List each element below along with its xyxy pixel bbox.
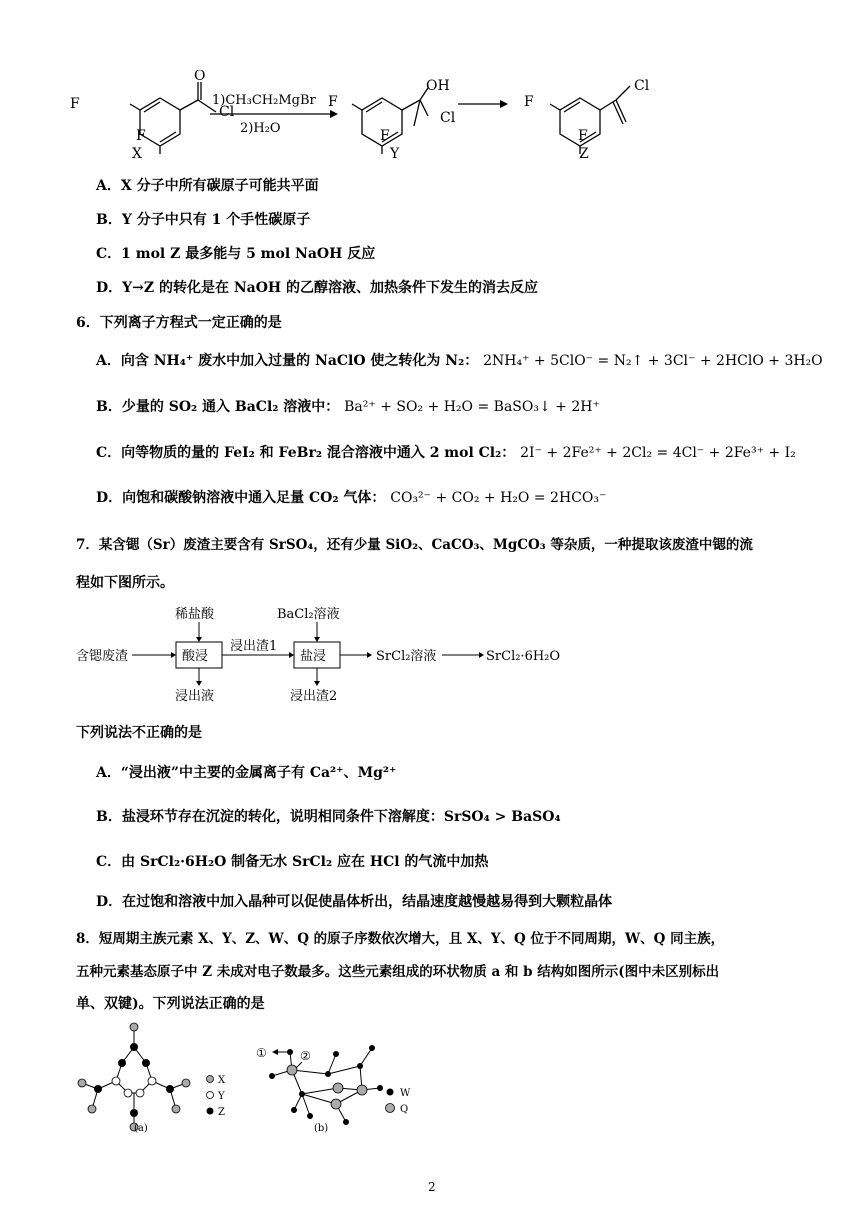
structure-a xyxy=(70,1015,250,1135)
legend-w: W xyxy=(400,1088,411,1099)
label-z: Z xyxy=(579,146,589,162)
atom-f: F xyxy=(578,128,588,144)
molecule-z xyxy=(550,86,630,154)
caption-a: (a) xyxy=(134,1123,148,1134)
q6-d-text: D．向饱和碳酸钠溶液中通入足量 CO₂ 气体： xyxy=(96,490,386,506)
legend-x: X xyxy=(218,1075,226,1086)
q6-c-text: C．向等物质的量的 FeI₂ 和 FeBr₂ 混合溶液中通入 2 mol Cl₂： xyxy=(96,445,516,461)
q6-b-text: B．少量的 SO₂ 通入 BaCl₂ 溶液中： xyxy=(96,399,340,415)
q6-a-equation: 2NH₄⁺ + 5ClO⁻ = N₂↑ + 3Cl⁻ + 2HClO + 3H₂O xyxy=(483,353,823,369)
flow-box-acid-leach: 酸浸 xyxy=(182,649,209,664)
caption-b: (b) xyxy=(314,1123,329,1134)
q6-option-d xyxy=(96,487,606,507)
q6-b-equation: Ba²⁺ + SO₂ + H₂O = BaSO₃↓ + 2H⁺ xyxy=(344,399,600,415)
flow-box1-output: 浸出液 xyxy=(175,689,215,704)
q5-option-b: B．Y 分子中只有 1 个手性碳原子 xyxy=(96,212,311,228)
q8-stem-line2: 五种元素基态原子中 Z 未成对电子数最多。这些元素组成的环状物质 a 和 b 结构如图所示(图中未区别标出 xyxy=(76,964,720,980)
flow-box2-input: BaCl₂溶液 xyxy=(277,607,340,622)
flow-box-salt-leach: 盐浸 xyxy=(300,649,327,664)
q6-option-a xyxy=(96,350,823,370)
atom-f: F xyxy=(136,128,146,144)
q7-stem-line1: 7．某含锶（Sr）废渣主要含有 SrSO₄，还有少量 SiO₂、CaCO₃、MgCO₃ 等杂质，一种提取该废渣中锶的流 xyxy=(76,537,753,553)
q6-title: 6．下列离子方程式一定正确的是 xyxy=(76,315,282,331)
atom-cl: Cl xyxy=(634,78,650,94)
molecule-y xyxy=(352,88,428,154)
flow-box2-output: 浸出渣2 xyxy=(290,689,338,704)
q7-option-d: D．在过饱和溶液中加入晶种可以促使晶体析出，结晶速度越慢越易得到大颗粒晶体 xyxy=(96,894,613,910)
atom-f: F xyxy=(524,94,534,110)
q6-a-text: A．向含 NH₄⁺ 废水中加入过量的 NaClO 使之转化为 N₂： xyxy=(96,353,479,369)
q5-option-d: D．Y→Z 的转化是在 NaOH 的乙醇溶液、加热条件下发生的消去反应 xyxy=(96,280,538,296)
flow-product1: SrCl₂溶液 xyxy=(376,649,437,664)
q6-d-equation: CO₃²⁻ + CO₂ + H₂O = 2HCO₃⁻ xyxy=(390,490,607,506)
page-number: 2 xyxy=(428,1180,436,1194)
atom-f: F xyxy=(328,94,338,110)
atom-o: O xyxy=(194,70,206,84)
q5-option-a: A．X 分子中所有碳原子可能共平面 xyxy=(96,178,319,194)
label-y: Y xyxy=(390,146,400,162)
legend-z: Z xyxy=(218,1107,225,1118)
marker-2: ② xyxy=(300,1049,311,1063)
q7-option-b: B．盐浸环节存在沉淀的转化，说明相同条件下溶解度：SrSO₄ > BaSO₄ xyxy=(96,809,561,825)
q6-option-c xyxy=(96,442,796,462)
flow-start: 含锶废渣 xyxy=(76,649,129,664)
q5-option-c: C．1 mol Z 最多能与 5 mol NaOH 反应 xyxy=(96,246,376,262)
q7-flowchart xyxy=(70,598,630,708)
flow-box1-input: 稀盐酸 xyxy=(175,607,215,622)
atom-oh: OH xyxy=(426,78,450,94)
q8-stem-line1: 8．短周期主族元素 X、Y、Z、W、Q 的原子序数依次增大，且 X、Y、Q 位于不同周期，W、Q 同主族， xyxy=(76,931,725,947)
q7-option-a: A．“浸出液”中主要的金属离子有 Ca²⁺、Mg²⁺ xyxy=(96,765,397,781)
q7-option-c: C．由 SrCl₂·6H₂O 制备无水 SrCl₂ 应在 HCl 的气流中加热 xyxy=(96,854,489,870)
reaction-scheme xyxy=(60,70,680,165)
reagent-line2: 2)H₂O xyxy=(240,121,281,136)
q6-option-b xyxy=(96,396,600,416)
atom-f: F xyxy=(70,96,80,112)
atom-cl: Cl xyxy=(219,104,235,120)
structure-b xyxy=(250,1040,430,1135)
q7-stem-line2: 程如下图所示。 xyxy=(76,575,174,591)
label-x: X xyxy=(132,146,142,162)
legend-q: Q xyxy=(400,1104,409,1115)
marker-1: ① xyxy=(256,1046,267,1060)
flow-product2: SrCl₂·6H₂O xyxy=(486,649,561,664)
reagent-line1: 1)CH₃CH₂MgBr xyxy=(212,93,316,108)
legend-y: Y xyxy=(218,1091,225,1102)
atom-f: F xyxy=(380,128,390,144)
q6-c-equation: 2I⁻ + 2Fe²⁺ + 2Cl₂ = 4Cl⁻ + 2Fe³⁺ + I₂ xyxy=(520,445,796,461)
q8-stem-line3: 单、双键)。下列说法正确的是 xyxy=(76,996,265,1012)
atom-cl: Cl xyxy=(440,110,456,126)
q7-question: 下列说法不正确的是 xyxy=(76,725,202,741)
flow-mid: 浸出渣1 xyxy=(230,639,278,654)
